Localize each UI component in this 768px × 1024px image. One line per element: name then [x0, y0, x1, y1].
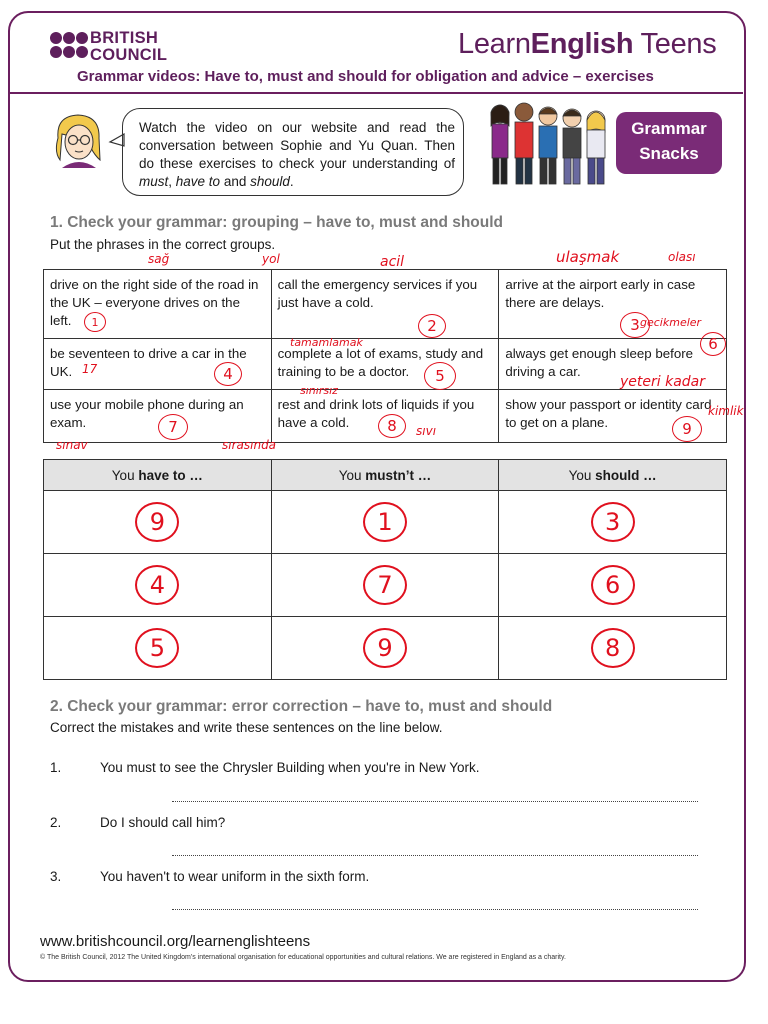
- item-number: 3.: [50, 869, 62, 884]
- handwritten-answer: 8: [591, 628, 635, 668]
- phrase-cell: show your passport or identity card to get on a plane.: [499, 390, 727, 443]
- intro-and: and: [220, 174, 251, 189]
- learnenglish-teens-title: [458, 28, 716, 61]
- handwritten-circle: 6: [700, 332, 726, 356]
- intro-must: must: [139, 174, 169, 189]
- handwritten-answer: 5: [135, 628, 179, 668]
- worksheet-subtitle: Grammar videos: Have to, must and should for obligation and advice – exercises: [77, 68, 654, 85]
- handwritten-answer: 6: [591, 565, 635, 605]
- item-sentence: You haven't to wear uniform in the sixth form.: [100, 869, 370, 884]
- intro-sep: ,: [168, 174, 176, 189]
- phrase-cell: call the emergency services if you just have a cold.: [271, 270, 499, 339]
- handwritten-circle: 2: [418, 314, 446, 338]
- handwritten-note: sağ: [148, 252, 170, 266]
- handwritten-note: acil: [380, 254, 405, 270]
- phrase-cell: use your mobile phone during an exam.: [44, 390, 272, 443]
- header-divider: [10, 92, 743, 94]
- answer-cell[interactable]: [499, 617, 727, 680]
- answer-line[interactable]: [172, 801, 698, 802]
- grammar-snacks-badge: [616, 112, 722, 174]
- handwritten-answer: 7: [363, 565, 407, 605]
- handwritten-circle: 5: [424, 362, 456, 390]
- answer-cell[interactable]: [44, 617, 272, 680]
- footer-url[interactable]: www.britishcouncil.org/learnenglishteens: [40, 933, 311, 950]
- footer-legal: © The British Council, 2012 The United Kingdom’s international organisation for educational opportunities and cultural relations. We are registered in England as a charity.: [40, 954, 566, 961]
- title-learn: Learn: [458, 28, 531, 60]
- intro-have-to: have to: [175, 174, 221, 189]
- section1-heading: 1. Check your grammar: grouping – have to, must and should: [50, 214, 504, 231]
- logo-dots-icon: [50, 32, 84, 66]
- item-number: 2.: [50, 815, 62, 830]
- answer-cell[interactable]: [271, 554, 499, 617]
- answer-cell[interactable]: [44, 554, 272, 617]
- section2-instruction: Correct the mistakes and write these sentences on the line below.: [50, 720, 443, 735]
- handwritten-answer: 1: [363, 502, 407, 542]
- section2-heading: 2. Check your grammar: error correction – have to, must and should: [50, 698, 553, 715]
- groups-row: [44, 617, 727, 680]
- sophie-avatar-icon: [44, 110, 114, 170]
- british-council-logo: [50, 30, 230, 70]
- handwritten-note: 17: [82, 362, 98, 376]
- handwritten-note: kimlik: [708, 404, 744, 418]
- phrase-cell: complete a lot of exams, study and training to be a doctor.: [271, 339, 499, 390]
- phrase-cell: rest and drink lots of liquids if you have a cold.: [271, 390, 499, 443]
- handwritten-answer: 3: [591, 502, 635, 542]
- handwritten-note: ulaşmak: [556, 248, 620, 266]
- handwritten-circle: 8: [378, 414, 406, 438]
- groups-row: [44, 491, 727, 554]
- title-english: English: [530, 28, 634, 60]
- phrase-cell: always get enough sleep before driving a car.: [499, 339, 727, 390]
- group-header-have-to: You have to …: [44, 460, 272, 491]
- intro-text: Watch the video on our website and read the conversation between Sophie and Yu Quan. Then do these exercises to check your understanding of: [139, 120, 455, 171]
- teens-group-illustration-icon: [484, 96, 620, 188]
- answer-cell[interactable]: [271, 491, 499, 554]
- handwritten-note: yeteri kadar: [620, 374, 706, 390]
- logo-text: [90, 30, 167, 64]
- section1-instruction: Put the phrases in the correct groups.: [50, 237, 276, 252]
- handwritten-answer: 9: [363, 628, 407, 668]
- badge-line1: Grammar: [631, 119, 707, 138]
- handwritten-note: olası: [668, 250, 696, 264]
- handwritten-note: sınav: [56, 438, 88, 452]
- intro-speech-bubble: [122, 108, 464, 196]
- item-number: 1.: [50, 760, 62, 775]
- handwritten-answer: 9: [135, 502, 179, 542]
- handwritten-answer: 4: [135, 565, 179, 605]
- phrase-cell: drive on the right side of the road in the UK – everyone drives on the left.: [44, 270, 272, 339]
- item-sentence: You must to see the Chrysler Building when you're in New York.: [100, 760, 480, 775]
- handwritten-circle: 4: [214, 362, 242, 386]
- groups-row: [44, 554, 727, 617]
- phrase-cell: arrive at the airport early in case there are delays.: [499, 270, 727, 339]
- intro-end: .: [289, 174, 294, 189]
- answer-cell[interactable]: [44, 491, 272, 554]
- answer-line[interactable]: [172, 909, 698, 910]
- item-sentence: Do I should call him?: [100, 815, 226, 830]
- handwritten-note: sıvı: [416, 424, 437, 438]
- title-teens: Teens: [633, 28, 717, 60]
- badge-line2: Snacks: [639, 144, 699, 163]
- handwritten-circle: 3: [620, 312, 650, 338]
- intro-should: should: [250, 174, 290, 189]
- logo-line1: BRITISH: [90, 29, 159, 47]
- answer-line[interactable]: [172, 855, 698, 856]
- group-header-should: You should …: [499, 460, 727, 491]
- handwritten-note: gecikmeler: [640, 316, 702, 329]
- groups-table: [43, 459, 727, 680]
- logo-line2: COUNCIL: [90, 46, 168, 64]
- phrase-cell: be seventeen to drive a car in the UK.: [44, 339, 272, 390]
- handwritten-note: yol: [262, 252, 280, 266]
- group-header-mustnt: You mustn’t …: [271, 460, 499, 491]
- answer-cell[interactable]: [499, 491, 727, 554]
- handwritten-note: sınırsız: [300, 384, 338, 397]
- answer-cell[interactable]: [271, 617, 499, 680]
- handwritten-circle: 9: [672, 416, 702, 442]
- handwritten-circle: 7: [158, 414, 188, 440]
- handwritten-note: sırasında: [222, 438, 277, 452]
- handwritten-circle: 1: [84, 312, 106, 332]
- groups-header-row: [44, 460, 727, 491]
- answer-cell[interactable]: [499, 554, 727, 617]
- handwritten-note: tamamlamak: [290, 336, 363, 349]
